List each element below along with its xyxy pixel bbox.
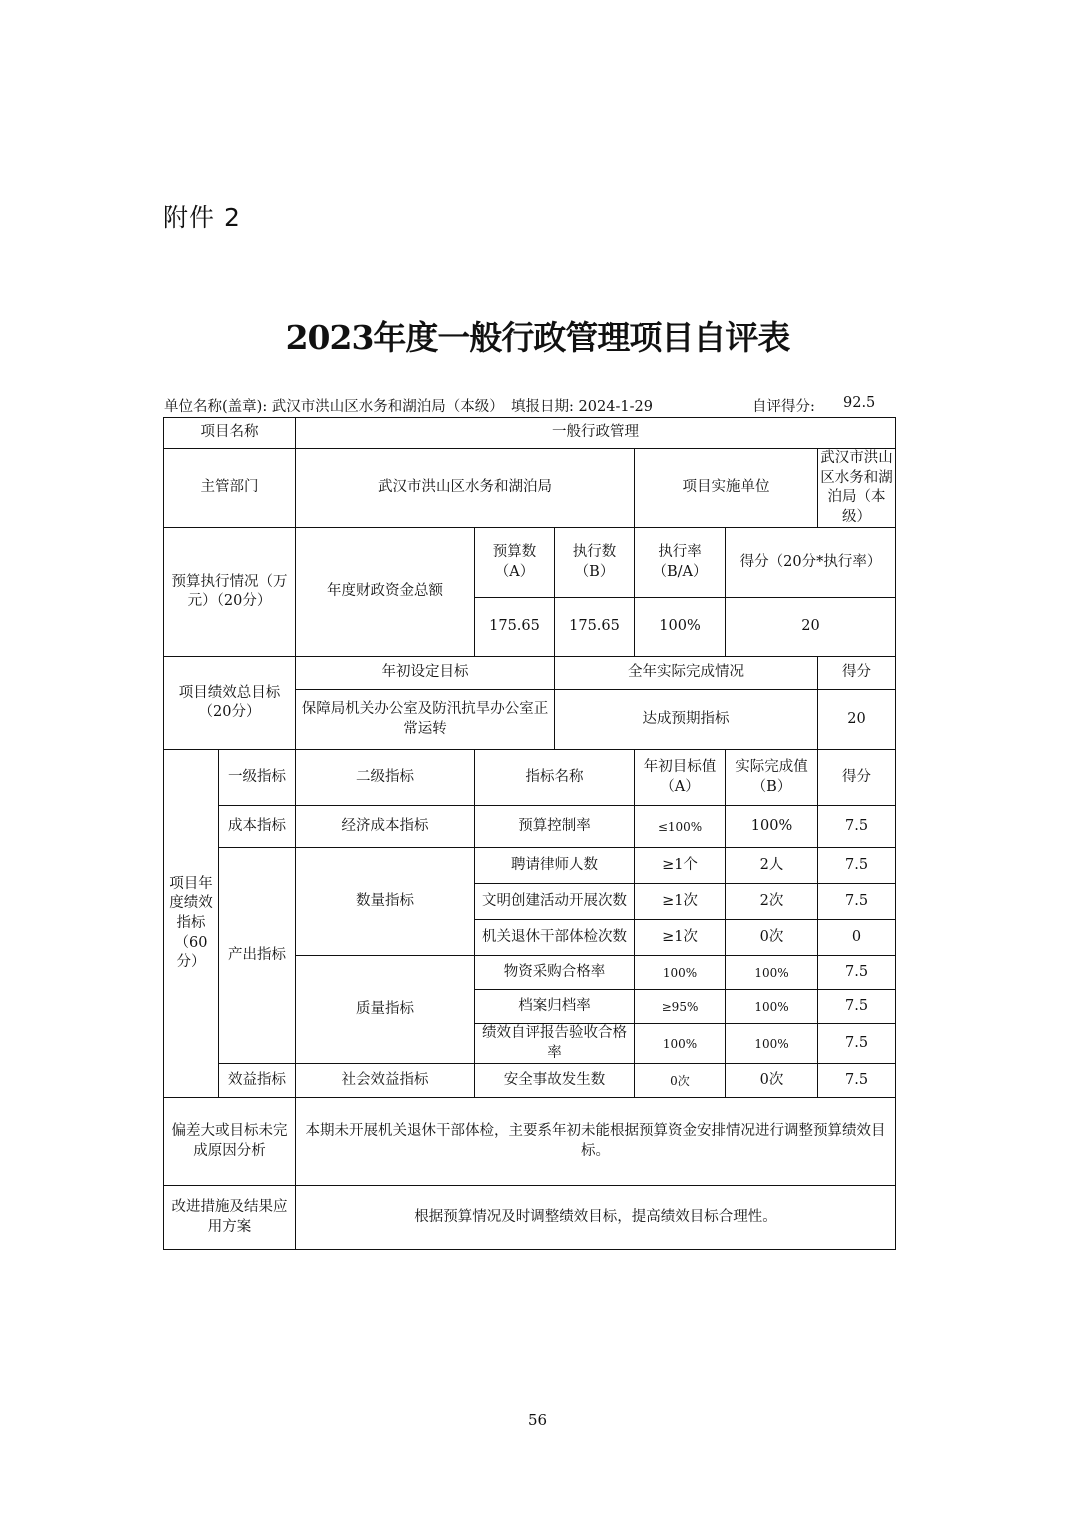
table-row	[164, 848, 896, 884]
actual-header: 实际完成值（B）	[726, 750, 818, 806]
impl-unit-value: 武汉市洪山区水务和湖泊局（本级）	[818, 449, 896, 528]
indicator-target: ≥95%	[635, 990, 726, 1024]
perf-indicators-label: 项目年度绩效指标（60分）	[164, 750, 219, 1098]
table-row	[164, 1064, 896, 1098]
department-row	[164, 449, 896, 528]
exec-b-value: 175.65	[555, 598, 635, 657]
indicator-target: ≥1个	[635, 848, 726, 884]
indicator-name: 档案归档率	[475, 990, 635, 1024]
indicator-name: 物资采购合格率	[475, 956, 635, 990]
econ-cost-label: 经济成本指标	[296, 806, 475, 848]
indicator-target: 0次	[635, 1064, 726, 1098]
page-title: 2023年度一般行政管理项目自评表	[285, 318, 790, 357]
budget-label: 预算执行情况（万元）（20分）	[164, 528, 296, 657]
quality-indicator-label: 质量指标	[296, 956, 475, 1064]
indicator-actual: 100%	[726, 1024, 818, 1064]
indicator-score: 7.5	[818, 956, 896, 990]
project-name-row	[164, 418, 896, 449]
page-number: 56	[527, 1411, 548, 1429]
indicator-score: 7.5	[818, 806, 896, 848]
overall-goal-label: 项目绩效总目标（20分）	[164, 657, 296, 750]
improvement-text: 根据预算情况及时调整绩效目标，提高绩效目标合理性。	[296, 1186, 896, 1250]
budget-a-value: 175.65	[475, 598, 555, 657]
exec-rate-value: 100%	[635, 598, 726, 657]
actual-label: 全年实际完成情况	[555, 657, 818, 690]
indicator-actual: 2次	[726, 884, 818, 920]
year-target-label: 年初设定目标	[296, 657, 555, 690]
overall-goal-header-row	[164, 657, 896, 690]
self-evaluation-table	[163, 417, 896, 1250]
output-indicator-label: 产出指标	[219, 848, 296, 1064]
indicator-name: 绩效自评报告验收合格率	[475, 1024, 635, 1064]
social-benefit-label: 社会效益指标	[296, 1064, 475, 1098]
exec-b-label: 执行数（B）	[555, 528, 635, 598]
indicator-target: 100%	[635, 1024, 726, 1064]
level1-header: 一级指标	[219, 750, 296, 806]
indicator-actual: 100%	[726, 956, 818, 990]
indicator-name: 聘请律师人数	[475, 848, 635, 884]
year-target-value: 保障局机关办公室及防汛抗旱办公室正常运转	[296, 690, 555, 750]
improvement-row	[164, 1186, 896, 1250]
project-name-value: 一般行政管理	[296, 418, 896, 449]
deviation-label: 偏差大或目标未完成原因分析	[164, 1098, 296, 1186]
improvement-label: 改进措施及结果应用方案	[164, 1186, 296, 1250]
indicator-name: 安全事故发生数	[475, 1064, 635, 1098]
unit-info: 单位名称(盖章): 武汉市洪山区水务和湖泊局（本级） 填报日期: 2024-1-29	[164, 399, 653, 415]
indicator-score: 7.5	[818, 884, 896, 920]
project-name-label: 项目名称	[164, 418, 296, 449]
actual-value: 达成预期指标	[555, 690, 818, 750]
indicator-name-header: 指标名称	[475, 750, 635, 806]
impl-unit-label: 项目实施单位	[635, 449, 818, 528]
overall-score-label: 得分	[818, 657, 896, 690]
indicator-target: 100%	[635, 956, 726, 990]
target-header: 年初目标值（A）	[635, 750, 726, 806]
level2-header: 二级指标	[296, 750, 475, 806]
indicator-actual: 100%	[726, 806, 818, 848]
exec-rate-label: 执行率（B/A）	[635, 528, 726, 598]
fund-total-label: 年度财政资金总额	[296, 528, 475, 657]
indicator-actual: 0次	[726, 1064, 818, 1098]
score-label: 自评得分:	[752, 399, 815, 415]
indicator-target: ≤100%	[635, 806, 726, 848]
indicator-name: 机关退休干部体检次数	[475, 920, 635, 956]
budget-score-label: 得分（20分*执行率）	[726, 528, 896, 598]
quantity-indicator-label: 数量指标	[296, 848, 475, 956]
score-value: 92.5	[843, 395, 876, 411]
budget-score-value: 20	[726, 598, 896, 657]
indicator-actual: 2人	[726, 848, 818, 884]
dept-value: 武汉市洪山区水务和湖泊局	[296, 449, 635, 528]
indicator-actual: 100%	[726, 990, 818, 1024]
benefit-indicator-label: 效益指标	[219, 1064, 296, 1098]
indicator-score: 7.5	[818, 1064, 896, 1098]
indicator-target: ≥1次	[635, 884, 726, 920]
score-header: 得分	[818, 750, 896, 806]
cost-indicator-label: 成本指标	[219, 806, 296, 848]
indicator-score: 7.5	[818, 848, 896, 884]
indicator-score: 0	[818, 920, 896, 956]
dept-label: 主管部门	[164, 449, 296, 528]
indicator-actual: 0次	[726, 920, 818, 956]
attachment-label: 附件 2	[163, 203, 241, 232]
indicator-header-row	[164, 750, 896, 806]
overall-score-value: 20	[818, 690, 896, 750]
indicator-score: 7.5	[818, 990, 896, 1024]
deviation-row	[164, 1098, 896, 1186]
table-row	[164, 806, 896, 848]
deviation-text: 本期未开展机关退休干部体检，主要系年初未能根据预算资金安排情况进行调整预算绩效目标。	[296, 1098, 896, 1186]
budget-a-label: 预算数（A）	[475, 528, 555, 598]
indicator-score: 7.5	[818, 1024, 896, 1064]
indicator-target: ≥1次	[635, 920, 726, 956]
budget-header-row	[164, 528, 896, 598]
indicator-name: 文明创建活动开展次数	[475, 884, 635, 920]
indicator-name: 预算控制率	[475, 806, 635, 848]
